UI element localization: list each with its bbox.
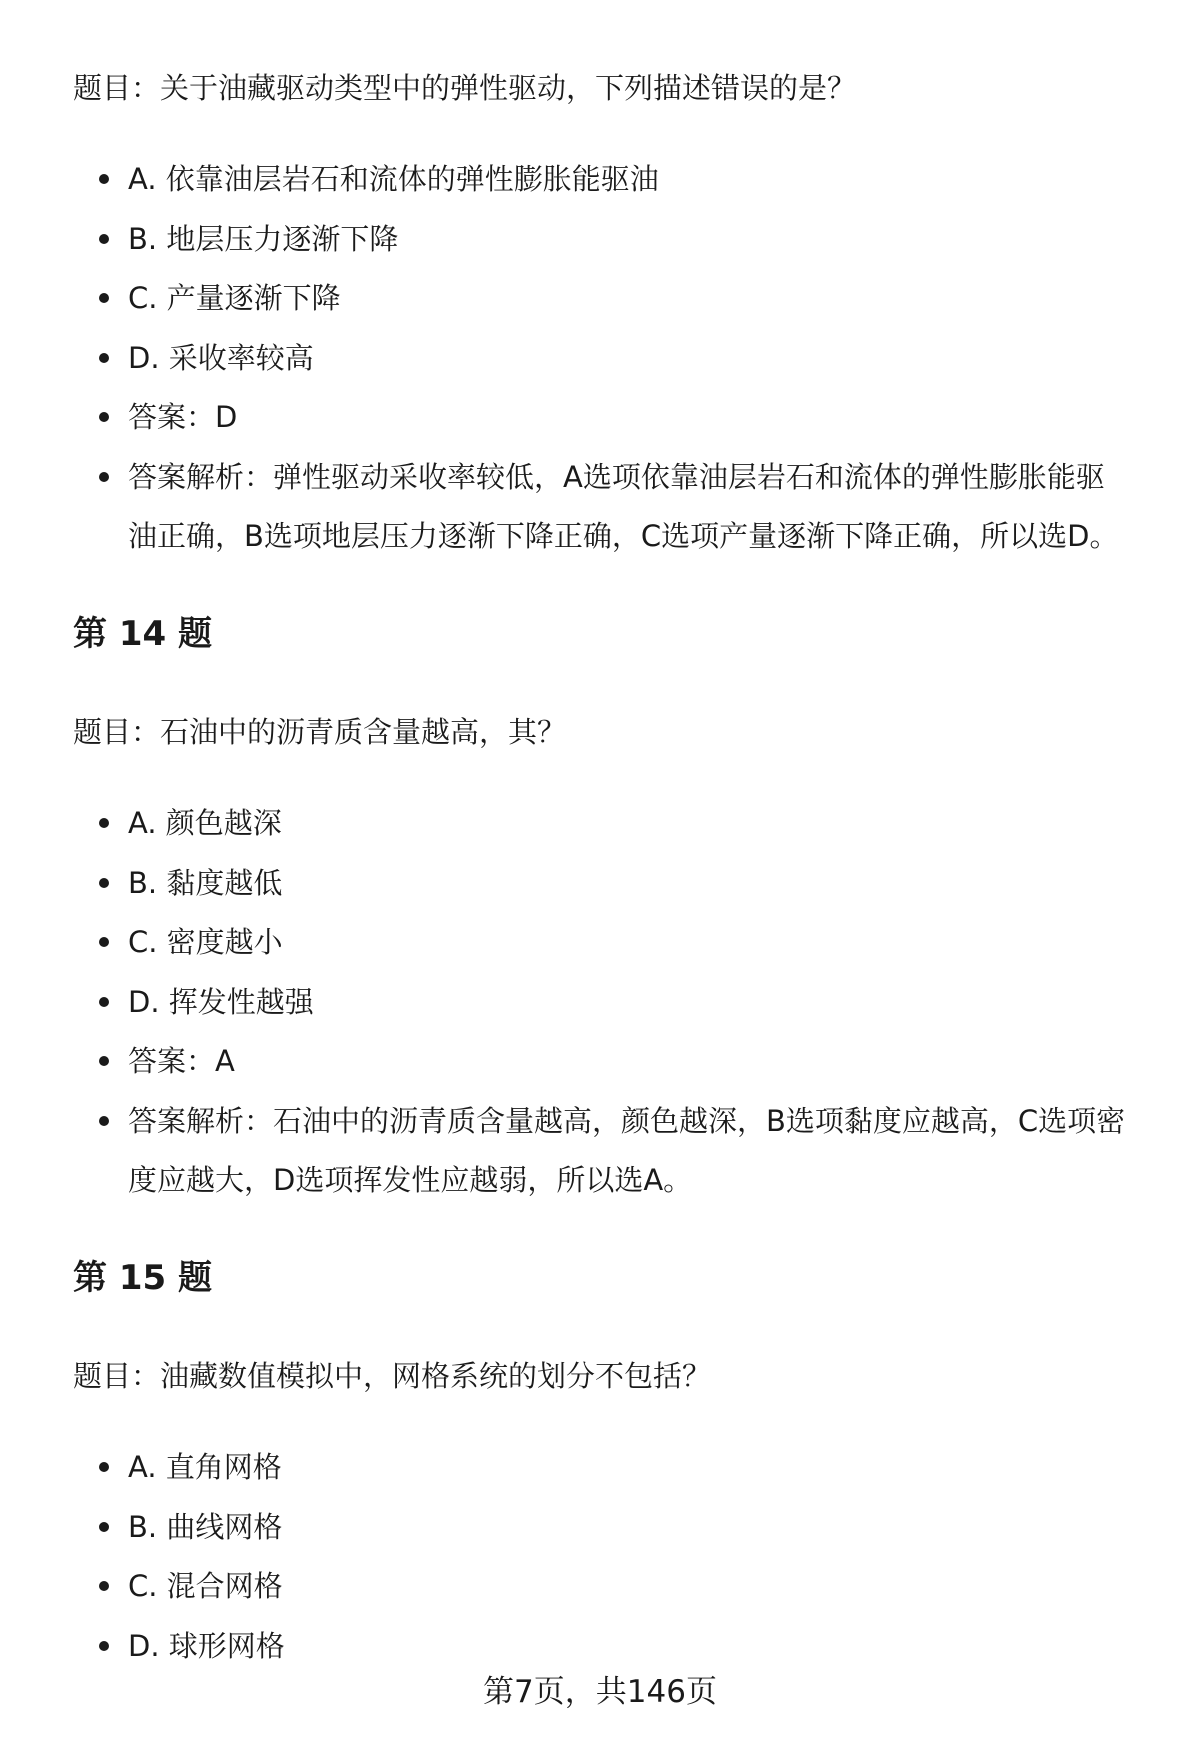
bullet-icon: [99, 1581, 109, 1591]
option-a: [73, 150, 1153, 210]
option-d-text: D. 球形网格: [128, 1628, 285, 1663]
bullet-icon: [99, 293, 109, 303]
option-c: [73, 269, 1153, 329]
bullet-icon: [99, 878, 109, 888]
option-c-text: C. 混合网格: [128, 1569, 283, 1603]
option-d: [73, 973, 1153, 1033]
bullet-icon: [99, 1056, 109, 1066]
answer-text: 答案：D: [128, 400, 238, 434]
question-15-options: [73, 1438, 1153, 1676]
analysis-text-line1: 答案解析：石油中的沥青质含量越高，颜色越深，B选项黏度应越高，C选项密: [128, 1103, 1126, 1138]
option-a-text: A. 直角网格: [128, 1450, 282, 1484]
question-14-text: 题目：石油中的沥青质含量越高，其？: [73, 715, 567, 749]
option-b: [73, 854, 1153, 914]
analysis-text-line2: 油正确，B选项地层压力逐渐下降正确，C选项产量逐渐下降正确，所以选D。: [128, 519, 1119, 553]
option-a-text: A. 颜色越深: [128, 806, 282, 840]
analysis-item: [73, 448, 1153, 567]
option-b: [73, 210, 1153, 270]
option-d-text: D. 挥发性越强: [128, 984, 314, 1019]
bullet-icon: [99, 1522, 109, 1532]
bullet-icon: [99, 937, 109, 947]
question-13-text: 题目：关于油藏驱动类型中的弹性驱动，下列描述错误的是？: [73, 71, 857, 105]
question-14-heading: 第 14 题: [73, 614, 212, 654]
bullet-icon: [99, 818, 109, 828]
bullet-icon: [99, 472, 109, 482]
option-c-text: C. 密度越小: [128, 925, 283, 959]
answer-item: [73, 1032, 1153, 1092]
question-14-options: [73, 794, 1153, 1211]
bullet-icon: [99, 353, 109, 363]
option-c: [73, 1557, 1153, 1617]
option-d: [73, 1617, 1153, 1677]
option-b-text: B. 曲线网格: [128, 1509, 283, 1544]
option-a: [73, 1438, 1153, 1498]
bullet-icon: [99, 997, 109, 1007]
answer-item: [73, 388, 1153, 448]
question-13-options: [73, 150, 1153, 567]
option-d-text: D. 采收率较高: [128, 340, 314, 375]
question-15-text: 题目：油藏数值模拟中，网格系统的划分不包括？: [73, 1359, 712, 1393]
analysis-item: [73, 1092, 1153, 1211]
bullet-icon: [99, 234, 109, 244]
bullet-icon: [99, 412, 109, 422]
option-d: [73, 329, 1153, 389]
bullet-icon: [99, 1641, 109, 1651]
bullet-icon: [99, 1116, 109, 1126]
bullet-icon: [99, 174, 109, 184]
analysis-text-line2: 度应越大，D选项挥发性应越弱，所以选A。: [128, 1163, 693, 1197]
option-b-text: B. 黏度越低: [128, 865, 283, 900]
option-b: [73, 1498, 1153, 1558]
question-15-heading: 第 15 题: [73, 1258, 212, 1298]
bullet-icon: [99, 1462, 109, 1472]
analysis-text-line1: 答案解析：弹性驱动采收率较低，A选项依靠油层岩石和流体的弹性膨胀能驱: [128, 459, 1105, 494]
option-c: [73, 913, 1153, 973]
page-number-footer: 第7页，共146页: [483, 1674, 717, 1710]
option-c-text: C. 产量逐渐下降: [128, 281, 341, 315]
option-a: [73, 794, 1153, 854]
option-a-text: A. 依靠油层岩石和流体的弹性膨胀能驱油: [128, 162, 659, 196]
answer-text: 答案：A: [128, 1044, 235, 1078]
option-b-text: B. 地层压力逐渐下降: [128, 221, 399, 256]
